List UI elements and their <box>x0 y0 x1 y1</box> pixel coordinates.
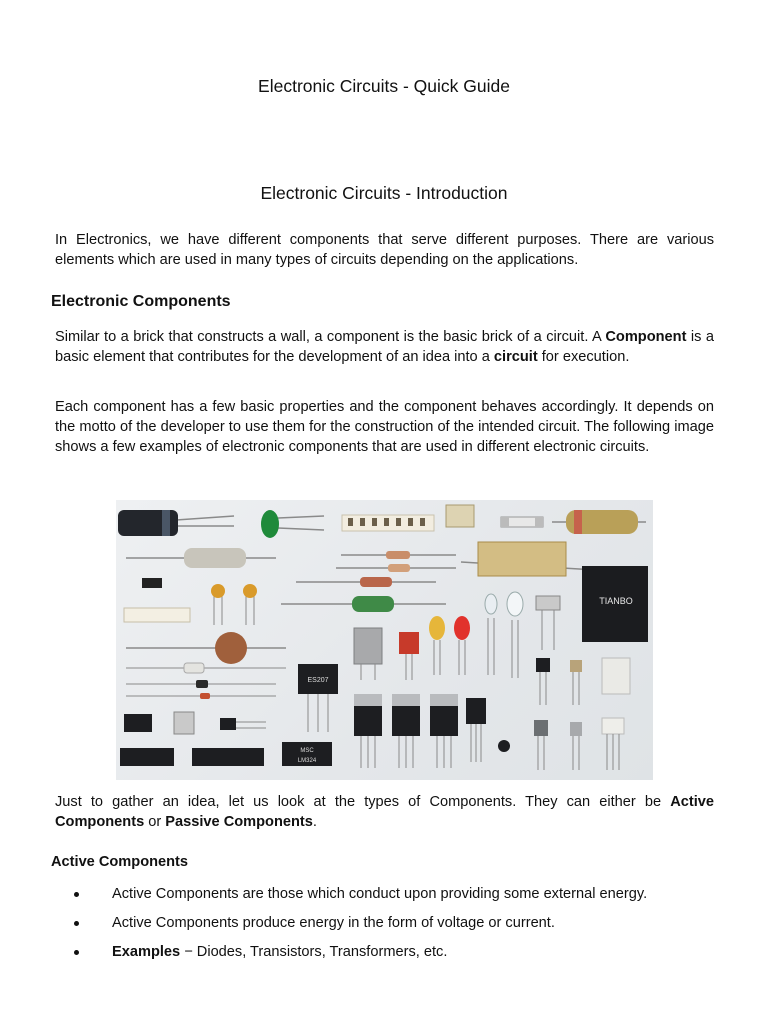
component-properties-paragraph: Each component has a few basic properties and the component behaves accordingly. It depends on the motto of the developer to use them for the construction of the intended circuit. The following image shows a few examples of electronic components that are used in different electronic circuits. <box>55 399 714 455</box>
resistors <box>281 551 456 612</box>
relay <box>582 566 648 642</box>
circuit-term: circuit <box>493 349 538 365</box>
leds <box>399 592 523 680</box>
film-capacitor <box>261 510 324 538</box>
components-photo <box>116 500 653 780</box>
svg-text:MSC: MSC <box>300 748 314 754</box>
diodes <box>126 663 286 699</box>
section-title: Electronic Circuits - Introduction <box>260 183 508 203</box>
power-resistor <box>461 542 596 576</box>
bullet-icon <box>74 921 79 926</box>
svg-text:LM324: LM324 <box>297 758 317 764</box>
axial-capacitor <box>552 510 646 534</box>
to220-transistors <box>354 694 486 768</box>
electrolytic-capacitor <box>118 510 234 536</box>
page-title: Electronic Circuits - Quick Guide <box>258 76 510 96</box>
components-heading: Electronic Components <box>51 293 231 310</box>
fuse <box>501 517 543 527</box>
intro-paragraph: In Electronics, we have different components that serve different purposes. There are various elements which are used in many types of circuits depending on the applications. <box>55 232 714 268</box>
crystal-oscillator <box>354 628 382 680</box>
examples-label: Examples <box>112 944 181 960</box>
component-definition-paragraph: Similar to a brick that constructs a wall, a component is the basic brick of a circuit. A Component is a basic element that contributes for the development of an idea into a circuit for execution. <box>55 329 714 365</box>
bullet-icon <box>74 892 79 897</box>
small-chips <box>124 608 190 622</box>
active-components-list <box>55 884 715 971</box>
resistor-network <box>342 515 434 531</box>
component-term: Component <box>605 329 687 345</box>
list-item: Active Components produce energy in the form of voltage or current. <box>55 913 715 942</box>
list-item: Active Components are those which conduct upon providing some external energy. <box>55 884 715 913</box>
list-item: Examples − Diodes, Transistors, Transformers, etc. <box>55 942 715 971</box>
metal-can-transistor <box>536 596 560 650</box>
svg-text:ES207: ES207 <box>307 677 329 684</box>
active-components-heading: Active Components <box>51 854 189 870</box>
trimmer <box>446 505 474 527</box>
ceramic-capacitors <box>211 584 257 625</box>
passive-components-term: Passive Components <box>165 814 313 830</box>
components-illustration <box>116 500 653 780</box>
active-components-term: Active Components <box>55 794 714 830</box>
svg-text:TIANBO: TIANBO <box>599 596 633 606</box>
bullet-icon <box>74 950 79 955</box>
ics <box>120 712 332 766</box>
metal-capacitor <box>126 548 276 568</box>
disc-capacitor <box>126 632 286 664</box>
voltage-regulator <box>298 664 338 732</box>
component-types-paragraph: Just to gather an idea, let us look at the types of Components. They can either be Active Components or Passive Components. <box>55 794 714 830</box>
